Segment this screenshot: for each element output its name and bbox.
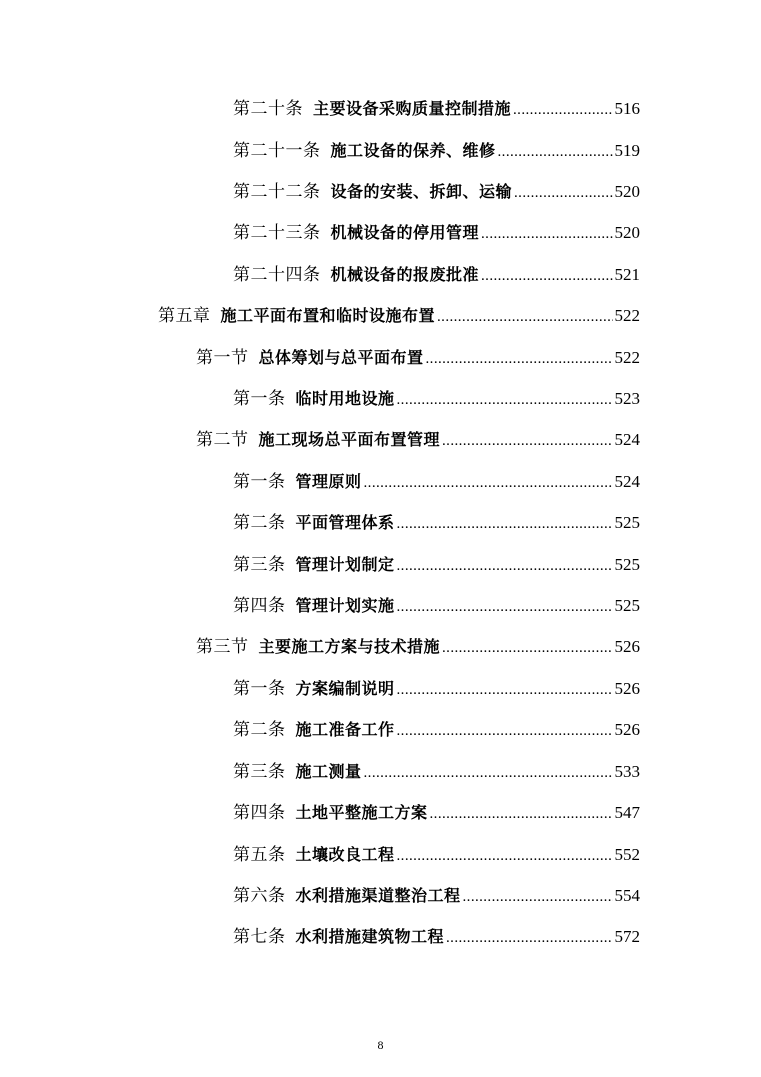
toc-entry[interactable] (233, 759, 640, 785)
toc-entry-label: 第四条 (233, 803, 286, 823)
toc-entry-label: 第一条 (233, 472, 286, 492)
toc-entry-title: 施工设备的保养、维修 (330, 141, 496, 160)
toc-entry[interactable] (233, 386, 640, 412)
dot-leader (364, 760, 613, 786)
toc-entry[interactable] (233, 220, 640, 246)
toc-entry-page: 525 (614, 513, 640, 532)
toc-entry-title: 临时用地设施 (295, 389, 395, 408)
dot-leader (397, 594, 613, 620)
dot-leader (397, 387, 613, 413)
toc-entry-label: 第五章 (158, 306, 211, 326)
toc-entry-page: 526 (614, 720, 640, 739)
toc-entry-label: 第二条 (233, 513, 286, 533)
toc-entry-page: 522 (614, 306, 640, 325)
toc-entry-title: 施工准备工作 (295, 720, 395, 739)
dot-leader (446, 925, 612, 951)
toc-entry-page: 519 (614, 141, 640, 160)
page-number: 8 (377, 1038, 384, 1052)
toc-entry-page: 572 (614, 927, 640, 946)
toc-entry-label: 第七条 (233, 927, 286, 947)
toc-entry-page: 524 (614, 472, 640, 491)
toc-entry-title: 施工测量 (295, 762, 362, 781)
toc-entry-page: 520 (614, 182, 640, 201)
toc-entry-label: 第六条 (233, 886, 286, 906)
toc-entry[interactable] (233, 593, 640, 619)
toc-entry-label: 第四条 (233, 596, 286, 616)
dot-leader (426, 346, 613, 372)
toc-entry[interactable] (233, 676, 640, 702)
dot-leader (397, 553, 613, 579)
toc-entry-page: 552 (614, 845, 640, 864)
toc-entry-label: 第二十条 (233, 99, 303, 119)
toc-entry-page: 547 (614, 803, 640, 822)
dot-leader (364, 470, 613, 496)
toc-entry-label: 第二节 (196, 430, 249, 450)
toc-entry[interactable] (233, 717, 640, 743)
dot-leader (442, 428, 612, 454)
toc-entry-page: 522 (614, 348, 640, 367)
toc-entry-page: 533 (614, 762, 640, 781)
dot-leader (442, 635, 612, 661)
dot-leader (397, 843, 613, 869)
toc-entry[interactable] (233, 552, 640, 578)
toc-entry[interactable] (233, 883, 640, 909)
toc-entry-title: 方案编制说明 (295, 679, 395, 698)
toc-entry-title: 水利措施建筑物工程 (295, 927, 445, 946)
toc-entry-page: 516 (614, 99, 640, 118)
toc-section[interactable] (196, 345, 640, 371)
toc-entry-page: 525 (614, 555, 640, 574)
dot-leader (430, 801, 613, 827)
toc-entry-label: 第三条 (233, 762, 286, 782)
toc-entry-title: 总体筹划与总平面布置 (258, 348, 424, 367)
toc-entry-label: 第二十二条 (233, 182, 321, 202)
dot-leader (498, 139, 613, 165)
toc-entry[interactable] (233, 262, 640, 288)
dot-leader (513, 97, 612, 123)
toc-entry[interactable] (233, 800, 640, 826)
toc-entry-label: 第二条 (233, 720, 286, 740)
toc-entry-page: 523 (614, 389, 640, 408)
toc-entry-label: 第三条 (233, 555, 286, 575)
toc-entry-label: 第三节 (196, 637, 249, 657)
toc-entry-title: 施工平面布置和临时设施布置 (220, 306, 436, 325)
toc-entry-page: 525 (614, 596, 640, 615)
dot-leader (397, 718, 613, 744)
toc-entry-title: 施工现场总平面布置管理 (258, 430, 441, 449)
toc-entry-title: 主要施工方案与技术措施 (258, 637, 441, 656)
toc-entry-page: 526 (614, 637, 640, 656)
toc-entry[interactable] (233, 842, 640, 868)
toc-entry[interactable] (233, 96, 640, 122)
toc-chapter[interactable] (158, 303, 640, 329)
toc-entry[interactable] (233, 469, 640, 495)
toc-entry[interactable] (233, 510, 640, 536)
toc-entry-title: 主要设备采购质量控制措施 (313, 99, 512, 118)
toc-entry-title: 管理计划制定 (295, 555, 395, 574)
toc-entry-title: 平面管理体系 (295, 513, 395, 532)
dot-leader (514, 180, 612, 206)
toc-section[interactable] (196, 634, 640, 660)
toc-entry-label: 第二十四条 (233, 265, 321, 285)
dot-leader (481, 263, 612, 289)
toc-entry-page: 524 (614, 430, 640, 449)
toc-entry-page: 554 (614, 886, 640, 905)
dot-leader (397, 511, 613, 537)
toc-entry[interactable] (233, 924, 640, 950)
toc-entry[interactable] (233, 138, 640, 164)
dot-leader (437, 304, 612, 330)
toc-entry-title: 机械设备的停用管理 (330, 223, 480, 242)
toc-entry-page: 521 (614, 265, 640, 284)
toc-section[interactable] (196, 427, 640, 453)
toc-entry-title: 机械设备的报废批准 (330, 265, 480, 284)
toc-entry-label: 第五条 (233, 845, 286, 865)
toc-entry-label: 第一条 (233, 389, 286, 409)
toc-entry-page: 526 (614, 679, 640, 698)
toc-entry-label: 第二十三条 (233, 223, 321, 243)
toc-entry-label: 第一条 (233, 679, 286, 699)
toc-entry-label: 第一节 (196, 348, 249, 368)
toc-entry-title: 土壤改良工程 (295, 845, 395, 864)
dot-leader (397, 677, 613, 703)
toc-entry-title: 土地平整施工方案 (295, 803, 428, 822)
dot-leader (481, 221, 612, 247)
toc-entry-page: 520 (614, 223, 640, 242)
toc-entry[interactable] (233, 179, 640, 205)
toc-entry-title: 管理原则 (295, 472, 362, 491)
toc-entry-title: 设备的安装、拆卸、运输 (330, 182, 513, 201)
toc-entry-title: 管理计划实施 (295, 596, 395, 615)
toc-entry-title: 水利措施渠道整治工程 (295, 886, 461, 905)
dot-leader (463, 884, 613, 910)
toc-entry-label: 第二十一条 (233, 141, 321, 161)
